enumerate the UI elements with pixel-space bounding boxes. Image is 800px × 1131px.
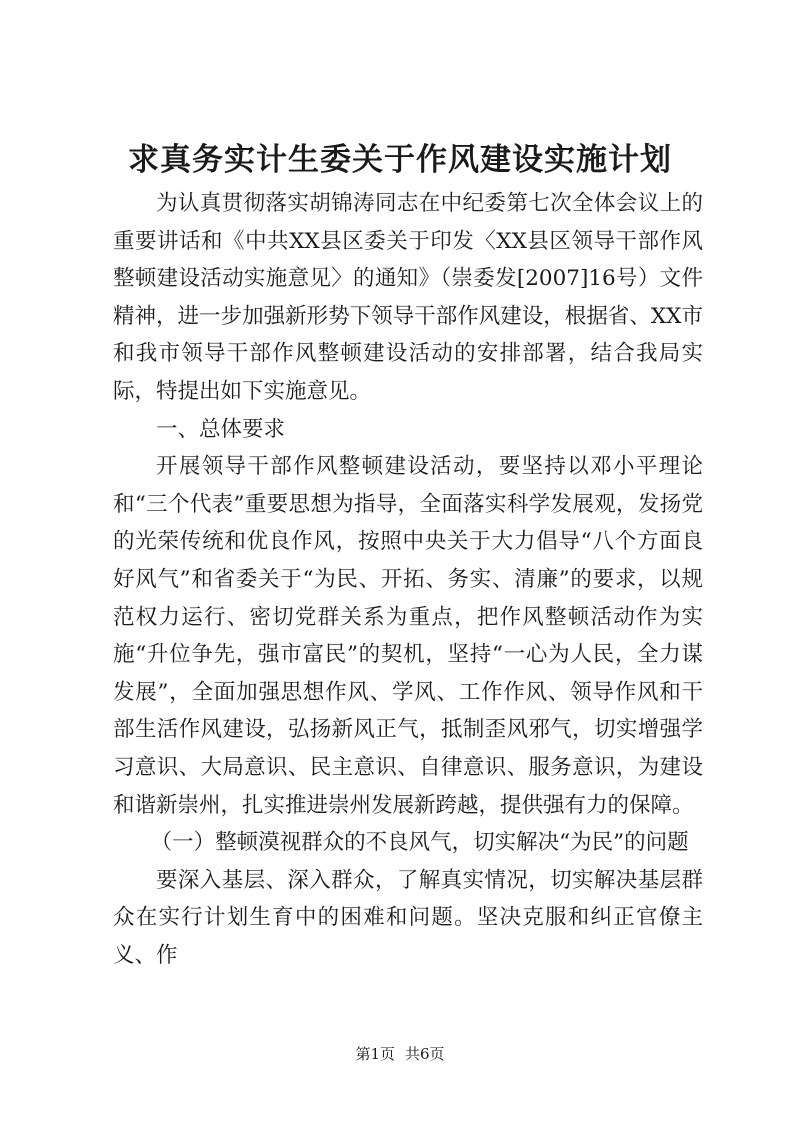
page-footer xyxy=(0,1044,800,1064)
page-number: 第1页 xyxy=(355,1045,395,1063)
general-requirements-paragraph: 开展领导干部作风整顿建设活动，要坚持以邓小平理论和“三个代表”重要思想为指导，全面落实科学发展观，发扬党的光荣传统和优良作风，按照中央关于大力倡导“八个方面良好风气”和省委关于“为民、开拓、务实、清廉”的要求，以规范权力运行、密切党群关系为重点，把作风整顿活动作为实施“升位争先，强市富民”的契机，坚持“一心为人民，全力谋发展”，全面加强思想作风、学风、工作作风、领导作风和干部生活作风建设，弘扬新风正气，抵制歪风邪气，切实增强学习意识、大局意识、民主意识、自律意识、服务意识，为建设和谐新崇州，扎实推进崇州发展新跨越，提供强有力的保障。 xyxy=(113,454,703,818)
section-heading-general-requirements: 一、总体要求 xyxy=(156,416,286,442)
document-body xyxy=(113,185,703,974)
page-total: 共6页 xyxy=(405,1045,445,1063)
intro-paragraph: 为认真贯彻落实胡锦涛同志在中纪委第七次全体会议上的重要讲话和《中共XX县区委关于印发〈XX县区领导干部作风整顿建设活动实施意见〉的通知》（崇委发[2007]16号）文件精神，进一步加强新形势下领导干部作风建设，根据省、XX市和我市领导干部作风整顿建设活动的安排部署，结合我局实际，特提出如下实施意见。 xyxy=(113,191,703,404)
document-title: 求真务实计生委关于作风建设实施计划 xyxy=(128,142,672,178)
subsection-heading-1: （一）整顿漠视群众的不良风气，切实解决“为民”的问题 xyxy=(150,830,689,856)
subsection-1-paragraph: 要深入基层、深入群众，了解真实情况，切实解决基层群众在实行计划生育中的困难和问题。坚决克服和纠正官僚主义、作 xyxy=(113,867,703,968)
